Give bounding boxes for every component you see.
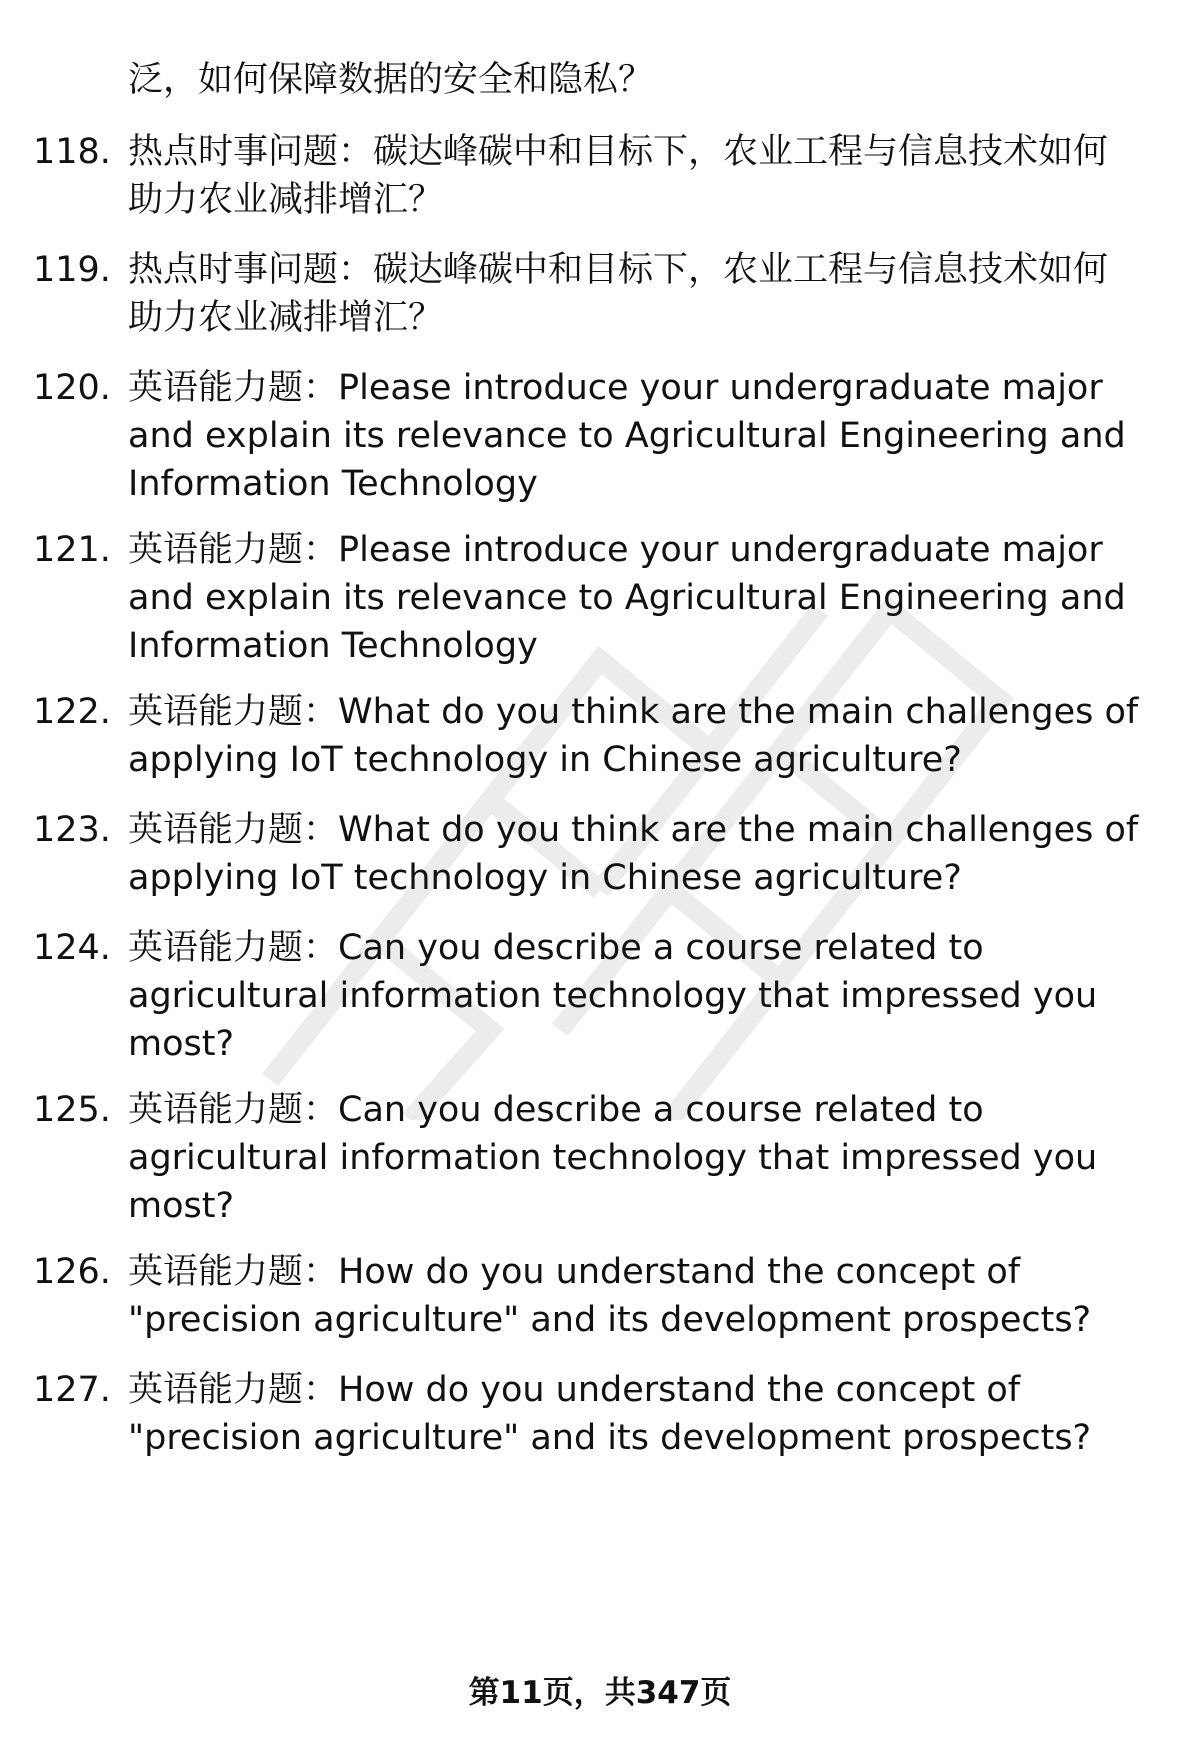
question-line: 助力农业减排增汇？ <box>128 298 444 338</box>
question-text <box>128 924 1148 1068</box>
continuation-text: 泛，如何保障数据的安全和隐私？ <box>128 60 654 100</box>
question-line: "precision agriculture" and its development prospects? <box>128 1300 1092 1340</box>
question-number: 120. <box>33 368 111 408</box>
question-line: 英语能力题：How do you understand the concept of <box>128 1252 1021 1292</box>
question-line: and explain its relevance to Agricultural Engineering and <box>128 416 1126 456</box>
question-text <box>128 364 1148 508</box>
question-line: 热点时事问题：碳达峰碳中和目标下，农业工程与信息技术如何 <box>128 250 1109 290</box>
question-line: 英语能力题：What do you think are the main challenges of <box>128 810 1139 850</box>
question-number: 124. <box>33 928 111 968</box>
question-line: "precision agriculture" and its development prospects? <box>128 1418 1092 1458</box>
question-line: 热点时事问题：碳达峰碳中和目标下，农业工程与信息技术如何 <box>128 132 1109 172</box>
question-line: agricultural information technology that impressed you <box>128 1138 1098 1178</box>
question-line: Information Technology <box>128 626 538 666</box>
question-text <box>128 688 1148 784</box>
question-number: 126. <box>33 1252 111 1292</box>
question-line: 英语能力题：Can you describe a course related to <box>128 1090 984 1130</box>
question-line: agricultural information technology that impressed you <box>128 976 1098 1016</box>
question-line: Information Technology <box>128 464 538 504</box>
question-line: most? <box>128 1186 235 1226</box>
question-text <box>128 806 1148 902</box>
question-line: applying IoT technology in Chinese agriculture? <box>128 858 962 898</box>
question-text <box>128 526 1148 670</box>
question-line: 英语能力题：Please introduce your undergraduate major <box>128 530 1103 570</box>
question-number: 118. <box>33 132 111 172</box>
question-text <box>128 246 1148 342</box>
question-line: 英语能力题：Please introduce your undergraduate major <box>128 368 1103 408</box>
question-number: 125. <box>33 1090 111 1130</box>
question-number: 119. <box>33 250 111 290</box>
question-line: 英语能力题：What do you think are the main challenges of <box>128 692 1139 732</box>
question-text <box>128 1248 1148 1344</box>
page-footer: 第11页，共347页 <box>468 1675 732 1711</box>
question-number: 123. <box>33 810 111 850</box>
question-number: 127. <box>33 1370 111 1410</box>
question-text <box>128 128 1148 224</box>
question-line: 英语能力题：Can you describe a course related to <box>128 928 984 968</box>
question-text <box>128 1366 1148 1462</box>
question-number: 122. <box>33 692 111 732</box>
question-line: 英语能力题：How do you understand the concept of <box>128 1370 1021 1410</box>
question-line: most? <box>128 1024 235 1064</box>
question-line: and explain its relevance to Agricultural Engineering and <box>128 578 1126 618</box>
question-text <box>128 1086 1148 1230</box>
question-line: applying IoT technology in Chinese agriculture? <box>128 740 962 780</box>
question-line: 助力农业减排增汇？ <box>128 180 444 220</box>
question-number: 121. <box>33 530 111 570</box>
